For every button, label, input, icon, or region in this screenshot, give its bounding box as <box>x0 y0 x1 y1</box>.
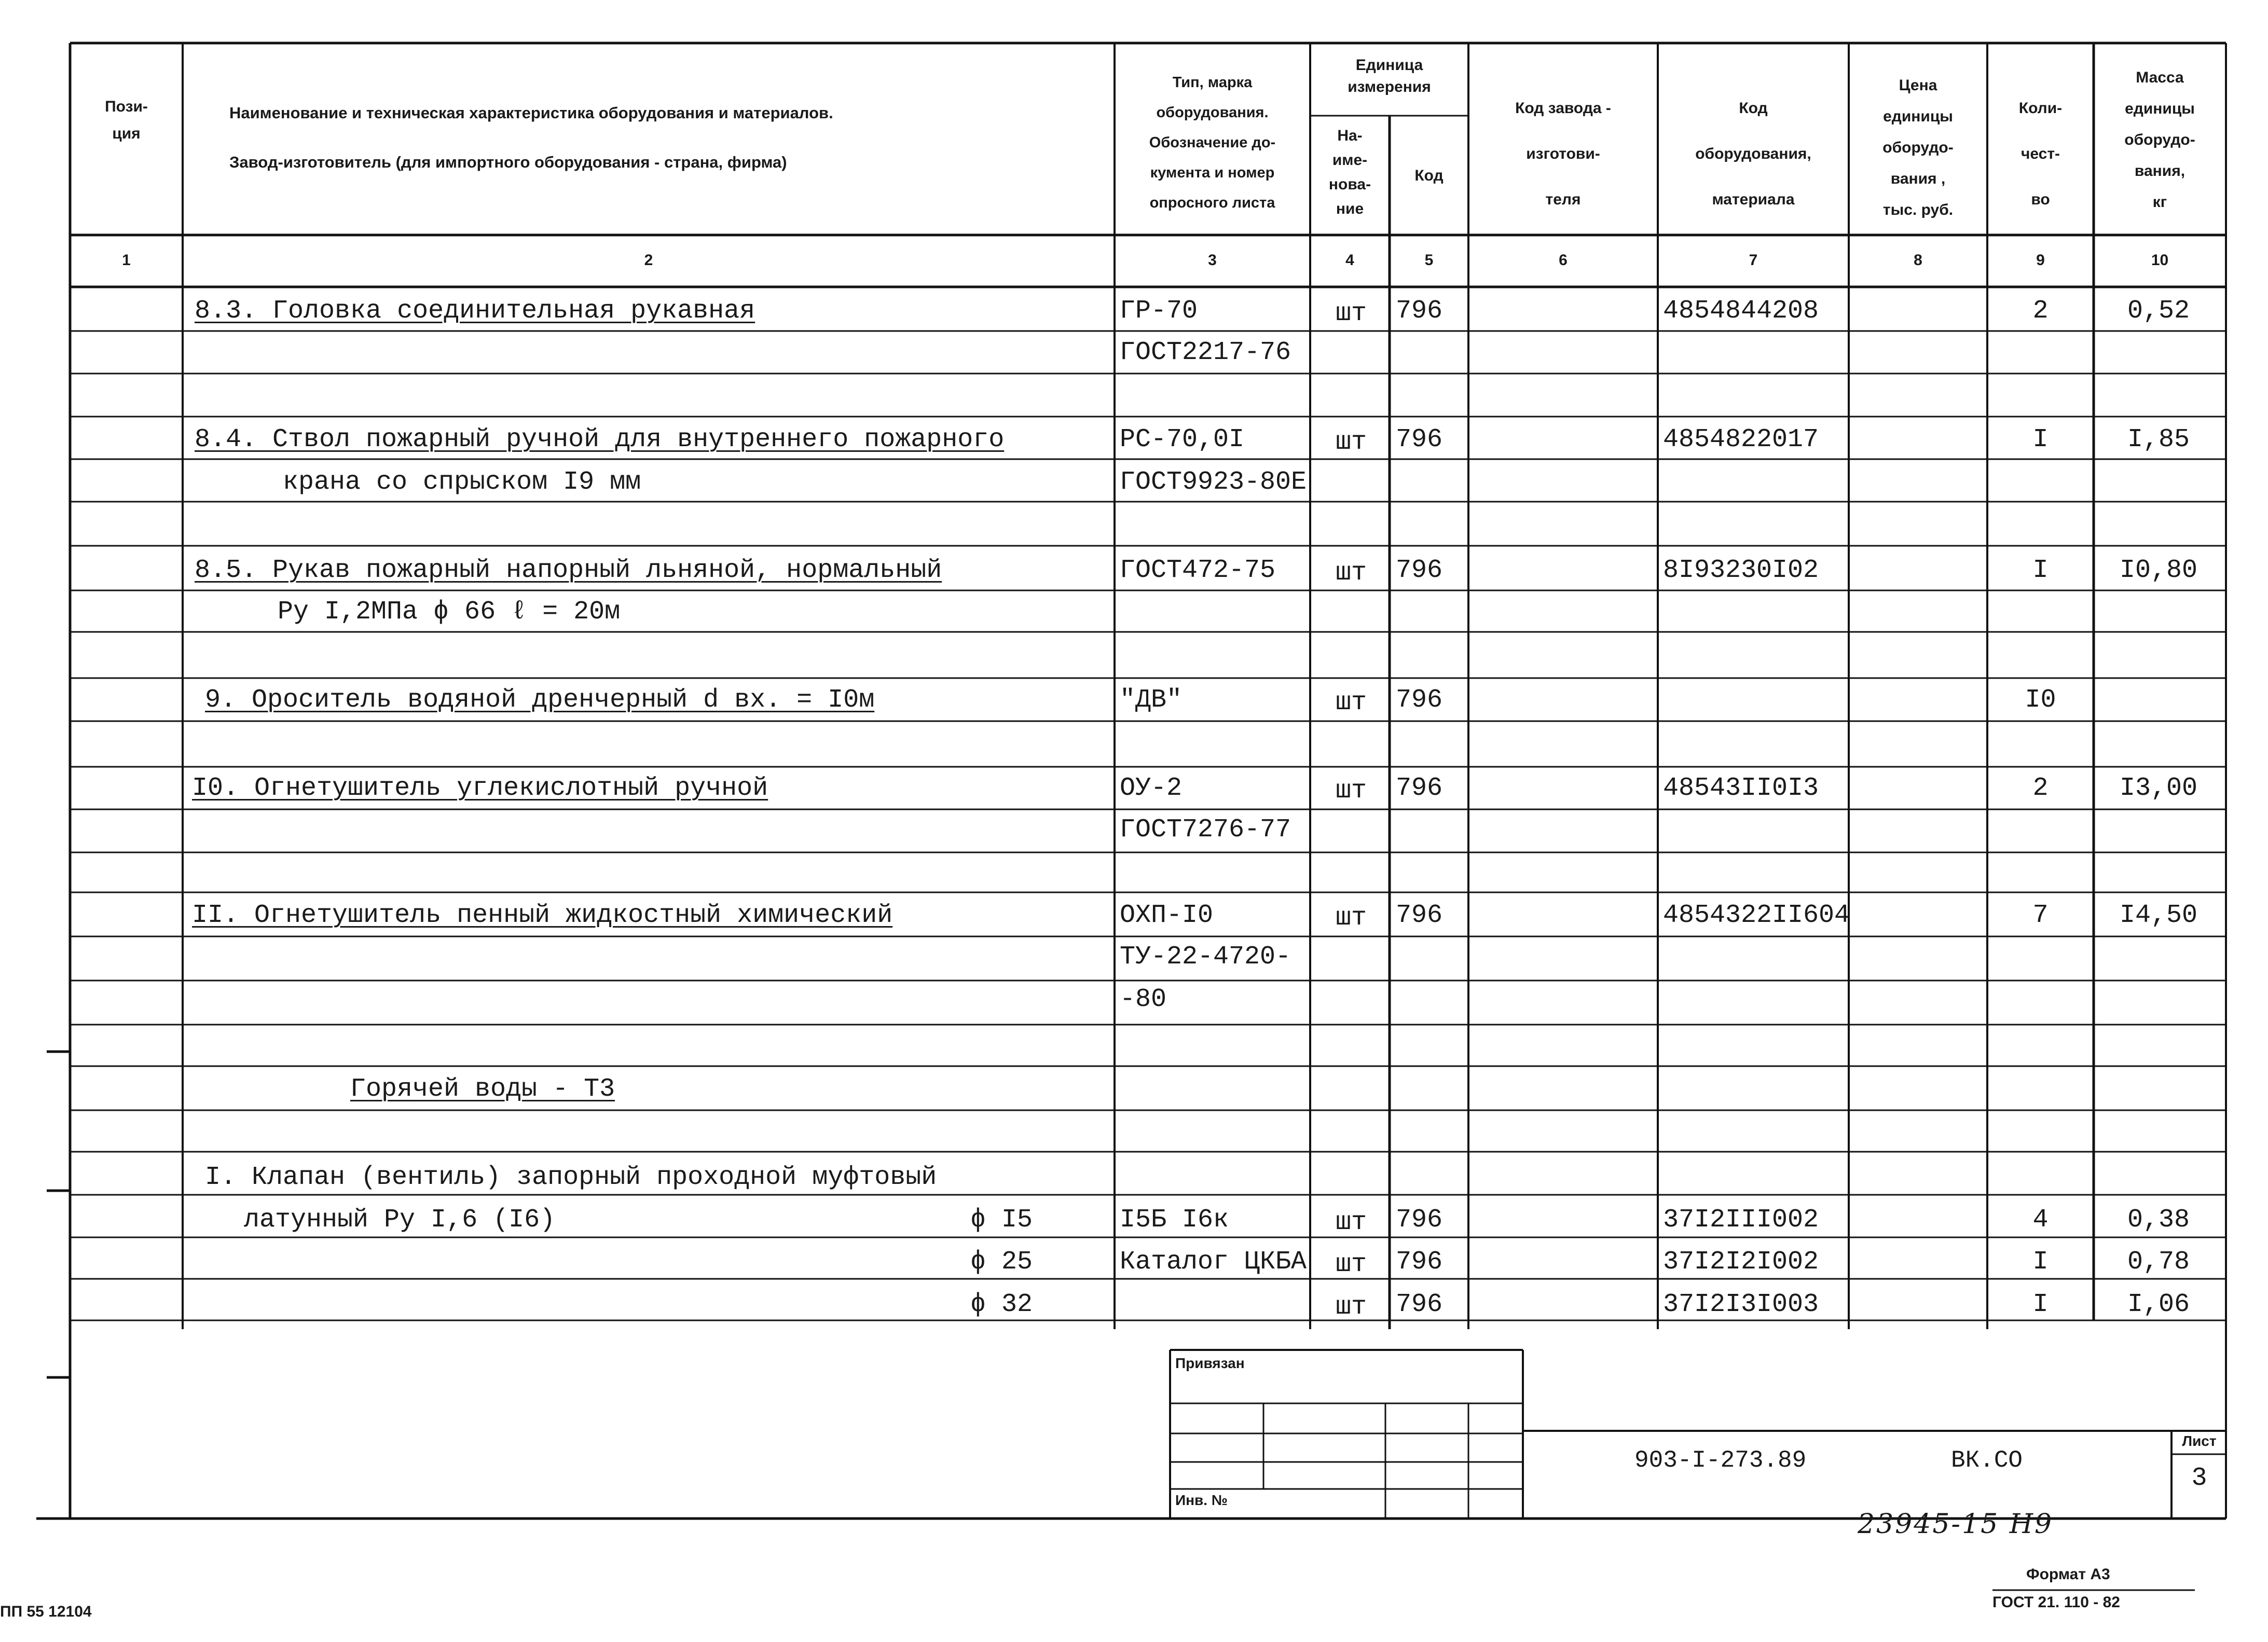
stamp-inventory: Инв. № <box>1175 1492 1228 1508</box>
header-price: Цена единицы оборудо- вания , тыс. руб. <box>1882 77 1954 218</box>
header-unit-group: Единица измерения <box>1348 57 1431 95</box>
row-unit: шт <box>1335 1292 1367 1322</box>
footer-gost: ГОСТ 21. 110 - 82 <box>1992 1594 2120 1611</box>
row-type: ГР-70 <box>1120 296 1198 326</box>
row-type: -80 <box>1120 985 1167 1014</box>
row-quantity: I <box>2032 1290 2049 1319</box>
sheet-label: Лист <box>2182 1433 2217 1449</box>
row-quantity: 4 <box>2032 1205 2049 1235</box>
row-quantity: 7 <box>2032 901 2049 930</box>
column-number: 9 <box>2036 252 2045 269</box>
column-number: 10 <box>2151 252 2169 269</box>
row-mass: 0,52 <box>2127 296 2190 326</box>
header-name: Наименование и техническая характеристика оборудования и материалов. Завод-изготовитель (для импортного оборудования - страна, фирма) <box>229 104 833 171</box>
row-equipment-code: 4854844208 <box>1663 296 1819 326</box>
row-unit: шт <box>1335 1208 1367 1237</box>
row-mass: 0,38 <box>2127 1205 2190 1235</box>
header-equipment-code: Код оборудования, материала <box>1695 100 1811 208</box>
row-unit-code: 796 <box>1396 1247 1443 1277</box>
row-unit-code: 796 <box>1396 901 1443 930</box>
row-equipment-code: 48543II0I3 <box>1663 774 1819 803</box>
column-number: 5 <box>1424 252 1434 269</box>
header-mass: Масса единицы оборудо- вания, кг <box>2124 69 2195 211</box>
row-type: ТУ-22-4720- <box>1120 942 1291 972</box>
footer-format: Формат А3 <box>2026 1566 2110 1583</box>
footer-left: ПП 55 12104 <box>0 1603 92 1620</box>
row-name: I. Клапан (вентиль) запорный проходной муфтовый <box>205 1163 937 1192</box>
row-diameter: ϕ 32 <box>970 1290 1033 1319</box>
header-position: Пози- ция <box>105 98 148 142</box>
row-mass: I,06 <box>2127 1290 2190 1319</box>
column-number: 8 <box>1914 252 1922 269</box>
row-quantity: 2 <box>2032 296 2049 326</box>
row-unit: шт <box>1335 299 1367 328</box>
row-equipment-code: 8I93230I02 <box>1663 556 1819 585</box>
column-number: 7 <box>1749 252 1758 269</box>
stamp-linked: Привязан <box>1175 1355 1245 1371</box>
header-factory-code: Код завода - изготови- теля <box>1515 100 1611 208</box>
row-type: ОУ-2 <box>1120 774 1183 803</box>
row-mass: 0,78 <box>2127 1247 2190 1277</box>
row-name: крана со спрыском I9 мм <box>283 467 641 497</box>
row-mass: I,85 <box>2127 425 2190 454</box>
row-mass: I3,00 <box>2119 774 2198 803</box>
doc-number: 903-I-273.89 <box>1634 1447 1807 1474</box>
row-name: 9. Ороситель водяной дренчерный d вх. = I0м <box>205 685 875 715</box>
row-type: ГОСТ9923-80Е <box>1120 467 1307 497</box>
row-unit: шт <box>1335 427 1367 457</box>
row-unit-code: 796 <box>1396 774 1443 803</box>
row-unit: шт <box>1335 688 1367 717</box>
row-type: РС-70,0I <box>1120 425 1245 454</box>
row-unit-code: 796 <box>1396 1205 1443 1235</box>
row-name: 8.4. Ствол пожарный ручной для внутреннего пожарного <box>195 425 1005 454</box>
row-type: ГОСТ7276-77 <box>1120 815 1291 845</box>
row-diameter: ϕ 25 <box>970 1247 1033 1277</box>
header-unit-code: Код <box>1414 167 1444 184</box>
row-type: ОХП-I0 <box>1120 901 1214 930</box>
row-quantity: 2 <box>2032 774 2049 803</box>
row-name: Горячей воды - Т3 <box>350 1074 615 1104</box>
row-unit-code: 796 <box>1396 685 1443 715</box>
doc-code: ВК.СО <box>1951 1447 2023 1474</box>
row-quantity: I <box>2032 425 2049 454</box>
row-unit-code: 796 <box>1396 296 1443 326</box>
row-unit-code: 796 <box>1396 1290 1443 1319</box>
row-quantity: I <box>2032 1247 2049 1277</box>
column-number: 2 <box>644 252 653 269</box>
row-type: "ДВ" <box>1120 685 1183 715</box>
row-unit-code: 796 <box>1396 425 1443 454</box>
row-equipment-code: 4854822017 <box>1663 425 1819 454</box>
row-unit-code: 796 <box>1396 556 1443 585</box>
column-number: 3 <box>1208 252 1217 269</box>
row-mass: I4,50 <box>2119 901 2198 930</box>
row-name: Ру I,2МПа ϕ 66 ℓ = 20м <box>278 597 621 627</box>
column-number: 4 <box>1345 252 1354 269</box>
row-name: латунный Ру I,6 (I6) <box>244 1205 556 1235</box>
row-unit: шт <box>1335 1250 1367 1279</box>
header-unit-name: На- име- нова- ние <box>1328 127 1371 217</box>
row-equipment-code: 37I2I2I002 <box>1663 1247 1819 1277</box>
row-name: II. Огнетушитель пенный жидкостный химический <box>192 901 893 930</box>
column-number: 6 <box>1559 252 1568 269</box>
row-type: ГОСТ472-75 <box>1120 556 1276 585</box>
row-unit: шт <box>1335 776 1367 806</box>
header-quantity: Коли- чест- во <box>2018 100 2063 208</box>
row-unit: шт <box>1335 558 1367 588</box>
row-type: ГОСТ2217-76 <box>1120 338 1291 367</box>
column-number: 1 <box>122 252 131 269</box>
row-type: I5Б I6к <box>1120 1205 1229 1235</box>
row-quantity: I <box>2032 556 2049 585</box>
row-unit: шт <box>1335 903 1367 933</box>
row-type: Каталог ЦКБА <box>1120 1247 1307 1277</box>
row-mass: I0,80 <box>2119 556 2198 585</box>
row-name: 8.5. Рукав пожарный напорный льняной, нормальный <box>195 556 942 585</box>
row-quantity: I0 <box>2025 685 2056 715</box>
header-type: Тип, марка оборудования. Обозначение до- кумента и номер опросного листа <box>1149 74 1276 211</box>
row-equipment-code: 4854322II604 <box>1663 901 1850 930</box>
sheet-number: 3 <box>2191 1464 2207 1493</box>
row-equipment-code: 37I2III002 <box>1663 1205 1819 1235</box>
handwritten-note: 23945-15 Н9 <box>1858 1509 2054 1540</box>
row-name: 8.3. Головка соединительная рукавная <box>195 296 755 326</box>
row-diameter: ϕ I5 <box>970 1205 1033 1235</box>
row-name: I0. Огнетушитель углекислотный ручной <box>192 774 768 803</box>
row-equipment-code: 37I2I3I003 <box>1663 1290 1819 1319</box>
